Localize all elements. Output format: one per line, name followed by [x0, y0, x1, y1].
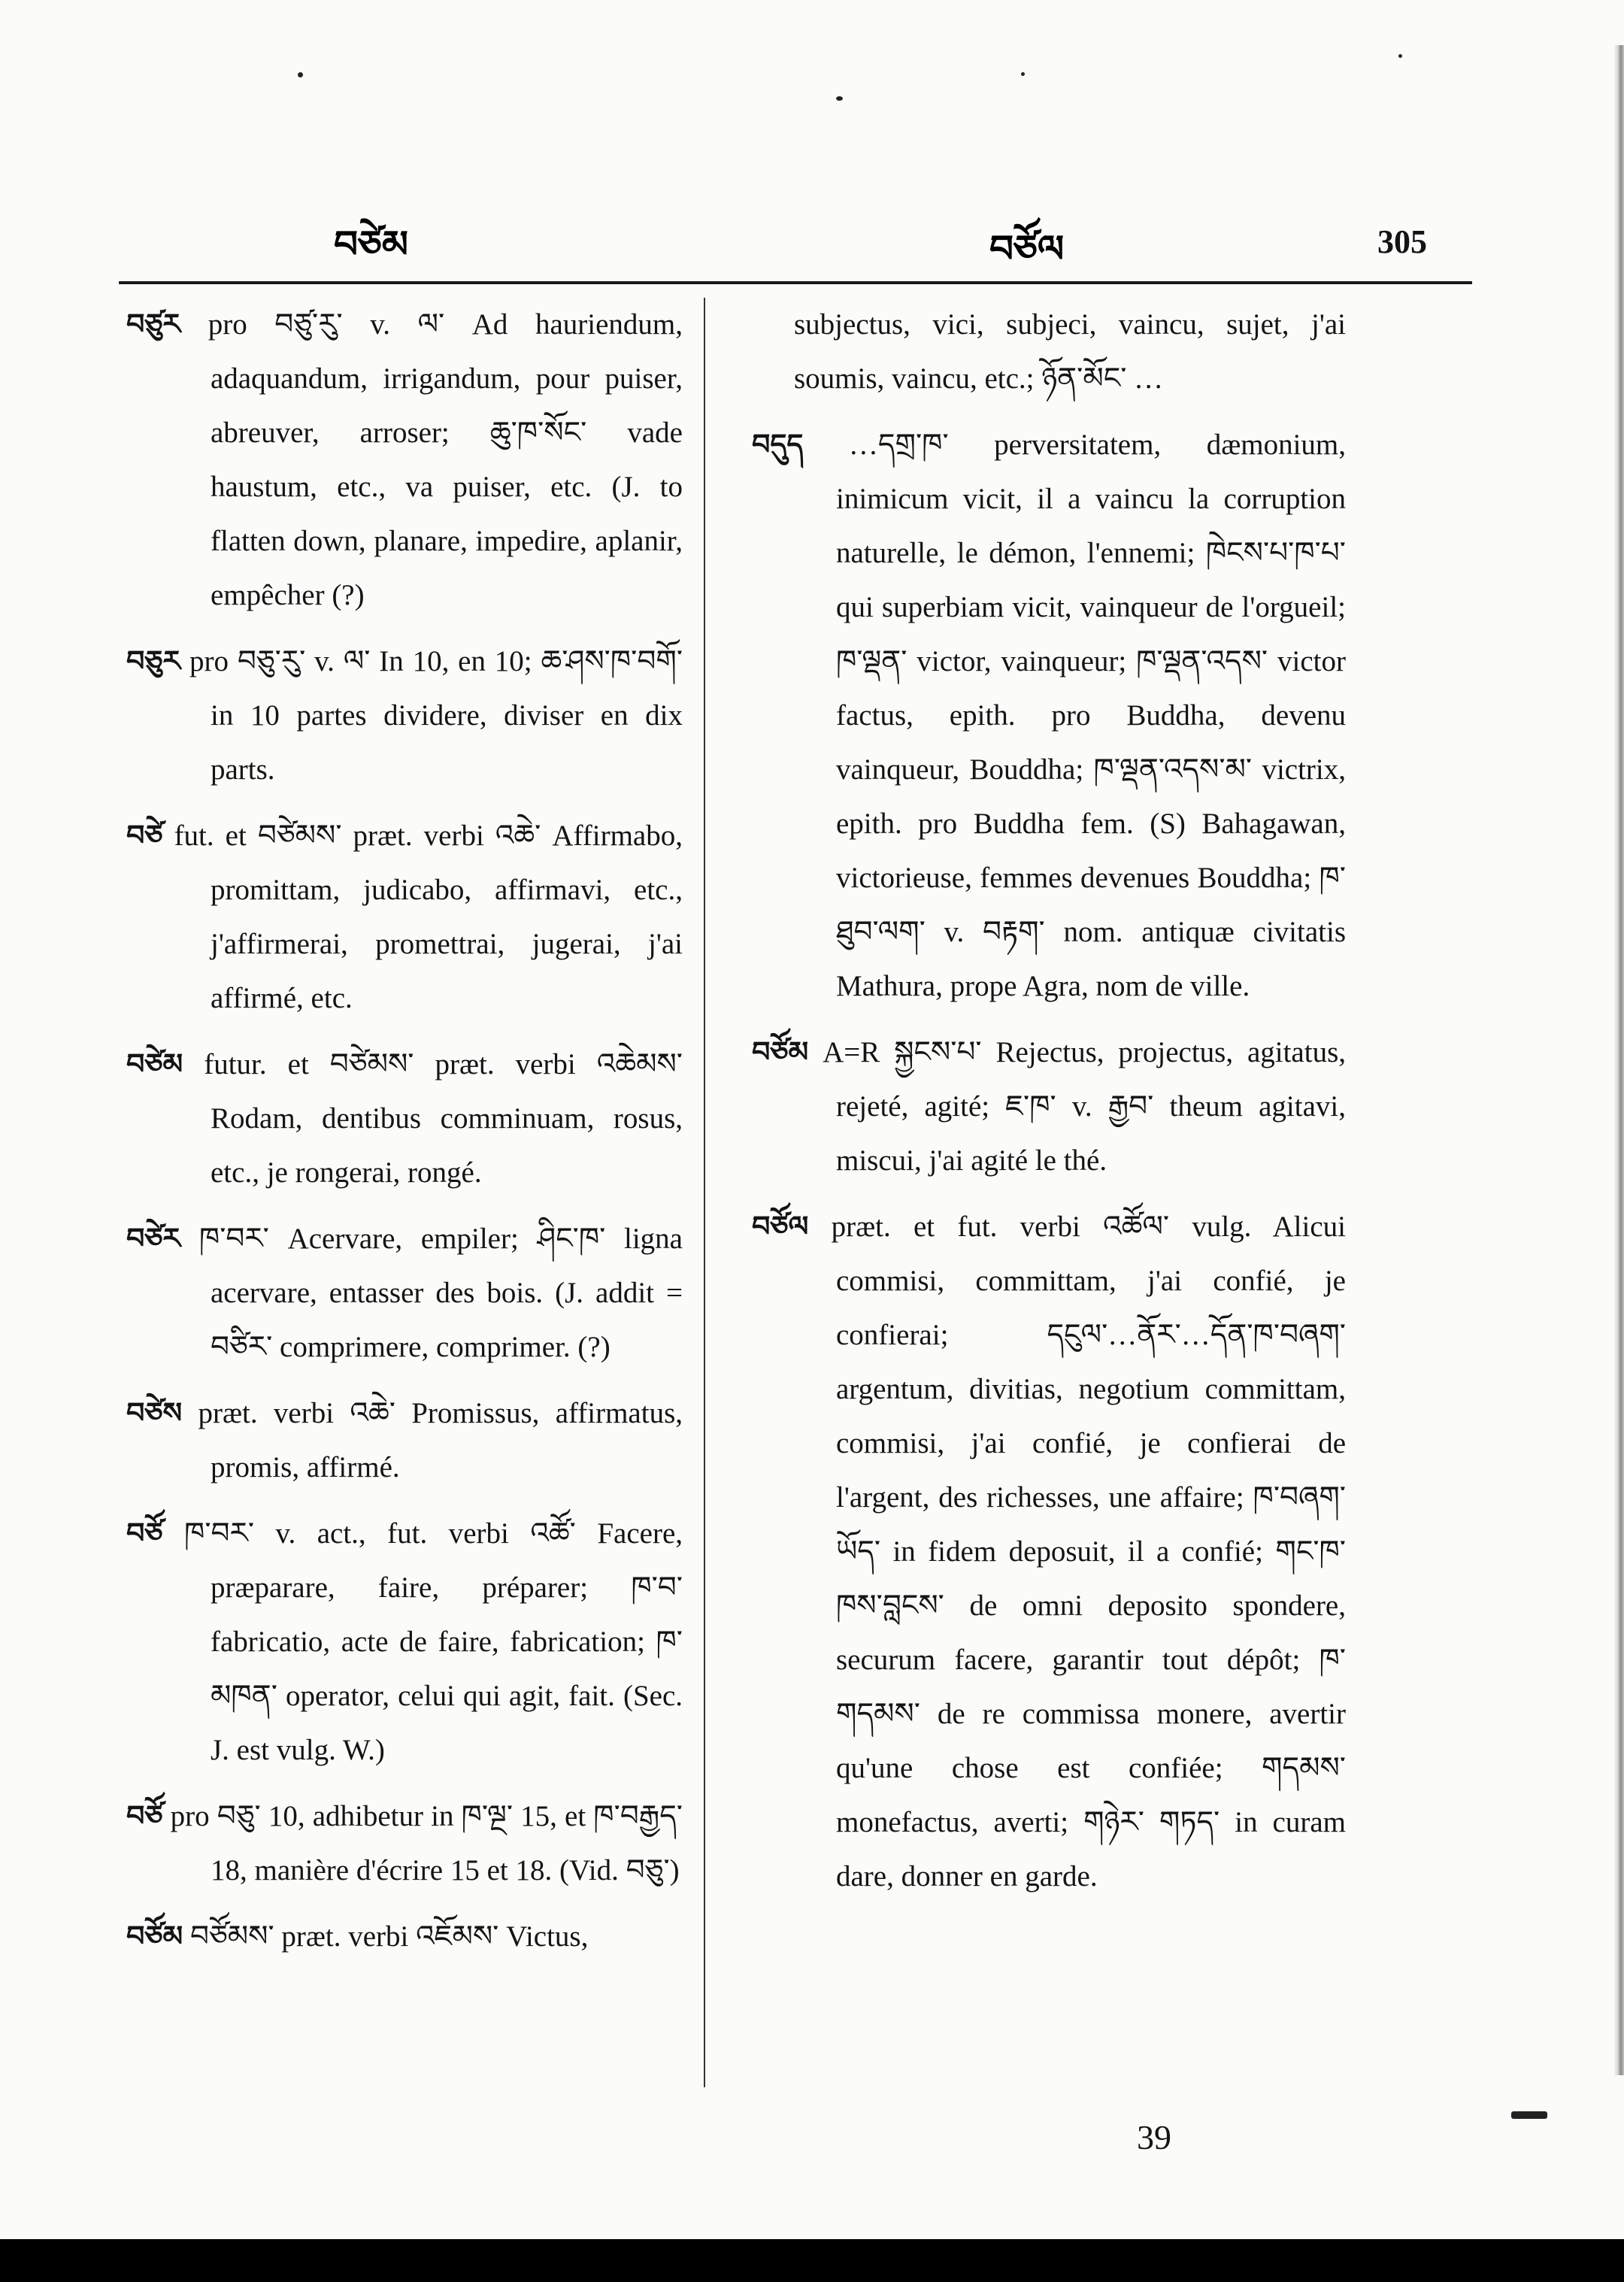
continued-text: subjectus, vici, subjeci, vaincu, sujet, j'ai soumis, vaincu, etc.; ཉོན་མོང་ …	[794, 308, 1346, 395]
dictionary-entry	[126, 809, 683, 1026]
left-column	[126, 298, 683, 1976]
entry-text: ཁ་བར་ Acervare, empiler; ཤིང་ཁ་ ligna acervare, entasser des bois. (J. addit = བཙིར་ comprimere, comprimer. (?)	[198, 1223, 683, 1363]
entry-text: ཁ་བར་ v. act., fut. verbi འཚོ་ Facere, præparare, faire, préparer; ཁ་བ་ fabricatio, acte de faire, fabrication; ཁ་ མཁན་ operator, celui qui agit, fait. (Sec. J. est vulg. W.)	[184, 1517, 683, 1766]
entry-text: A=R སྐྱངས་པ་ Rejectus, projectus, agitatus, rejeté, agité; ཇ་ཁ་ v. རྒྱབ་ theum agitavi, miscui, j'ai agité le thé.	[823, 1036, 1346, 1177]
speck	[836, 96, 843, 101]
dictionary-entry	[126, 635, 683, 797]
dictionary-entry	[126, 1038, 683, 1200]
right-column	[752, 298, 1346, 1916]
entry-text: …དགྲ་ཁ་ perversitatem, dæmonium, inimicum vicit, il a vaincu la corruption naturelle, le démon, l'ennemi; ཁེངས་པ་ཁ་པ་ qui superbiam vicit, vainqueur de l'orgueil; ཁ་ལྡན་ victor, vainqueur; ཁ་ལྡན་འདས་ victor factus, epith. pro Buddha, devenu vainqueur, Bouddha; ཁ་ལྡན་འདས་མ་ victrix, epith. pro Buddha fem. (S) Bahagawan, victorieuse, femmes devenues Bouddha; ཁ་ཐུབ་ལག་ v. བརྟག་ nom. antiquæ civitatis Mathura, prope Agra, nom de ville.	[836, 429, 1346, 1002]
headword: བཙོ	[126, 1518, 163, 1550]
entry-text: pro བཙུ་རུ་ v. ལ་ Ad hauriendum, adaquandum, irrigandum, pour puiser, abreuver, arroser; ཆུ་ཁ་སོང་ vade haustum, etc., va puiser, etc. (J. to flatten down, planare, impedire, aplanir, empêcher (?)	[208, 308, 683, 611]
headword: བདུད	[752, 429, 804, 461]
header-rule	[119, 281, 1472, 284]
headword: བཙོ	[126, 1801, 163, 1832]
entry-text: futur. et བཙེམས་ præt. verbi འཆེམས་ Rodam, dentibus comminuam, rosus, etc., je rongerai, rongé.	[204, 1048, 683, 1189]
headword: བཙེར	[126, 1223, 181, 1255]
running-head-right: བཙོལ	[989, 228, 1065, 270]
signature-number: 39	[1137, 2118, 1171, 2156]
entry-text: præt. verbi འཆེ་ Promissus, affirmatus, promis, affirmé.	[198, 1397, 683, 1483]
headword: བཙོལ	[752, 1211, 809, 1243]
headword: བཙུར	[126, 309, 181, 341]
dictionary-entry	[752, 1026, 1346, 1188]
speck	[1021, 72, 1025, 76]
dictionary-entry	[752, 1200, 1346, 1904]
running-head-left: བཙེམ	[334, 223, 408, 265]
dictionary-entry	[126, 1790, 683, 1898]
speck	[1398, 54, 1402, 58]
dictionary-entry	[126, 1507, 683, 1777]
entry-text: fut. et བཙེམས་ præt. verbi འཆེ་ Affirmabo, promittam, judicabo, affirmavi, etc., j'affirmerai, promettrai, jugerai, j'ai affirmé, etc.	[174, 820, 683, 1014]
headword: བཙེ	[126, 820, 163, 852]
page-number: 305	[1377, 223, 1427, 260]
dictionary-entry	[752, 418, 1346, 1014]
scan-border	[0, 2239, 1624, 2282]
headword: བཅུར	[126, 646, 181, 677]
entry-text: præt. et fut. verbi འཚོལ་ vulg. Alicui commisi, committam, j'ai confié, je confierai; དངུལ་…ནོར་…དོན་ཁ་བཞག་ argentum, divitias, negotium committam, commisi, j'ai confié, je confierai de l'argent, des richesses, une affaire; ཁ་བཞག་ཡོད་ in fidem deposuit, il a confié; གང་ཁ་ཁས་བླངས་ de omni deposito spondere, securum facere, garantir tout dépôt; ཁ་གདམས་ de re commissa monere, avertir qu'une chose est confiée; གདམས་ monefactus, averti; གཉེར་ གཏད་ in curam dare, donner en garde.	[831, 1211, 1346, 1893]
headword: བཙེས	[126, 1398, 183, 1429]
dictionary-entry	[126, 1910, 683, 1964]
headword: བཙེམ	[126, 1049, 183, 1080]
entry-text: བཙོམས་ præt. verbi འཇོམས་ Victus,	[189, 1920, 589, 1953]
entry-text: pro བཅུ་རུ་ v. ལ་ In 10, en 10; ཆ་ཤས་ཁ་བགོ་ in 10 partes dividere, diviser en dix parts.	[189, 645, 683, 786]
speck	[298, 72, 303, 77]
margin-mark	[1511, 2111, 1547, 2119]
headword: བཙོམ	[126, 1921, 183, 1953]
headword: བཙོམ	[752, 1037, 809, 1068]
dictionary-entry	[126, 298, 683, 623]
page-edge-shadow	[1613, 45, 1624, 2075]
column-divider	[704, 298, 705, 2087]
dictionary-entry	[126, 1386, 683, 1495]
entry-text: pro བཅུ་ 10, adhibetur in ཁ་ལྔ་ 15, et ཁ་བརྒྱད་ 18, manière d'écrire 15 et 18. (Vid. བཅུ་)	[170, 1800, 683, 1887]
dictionary-entry	[126, 1212, 683, 1374]
